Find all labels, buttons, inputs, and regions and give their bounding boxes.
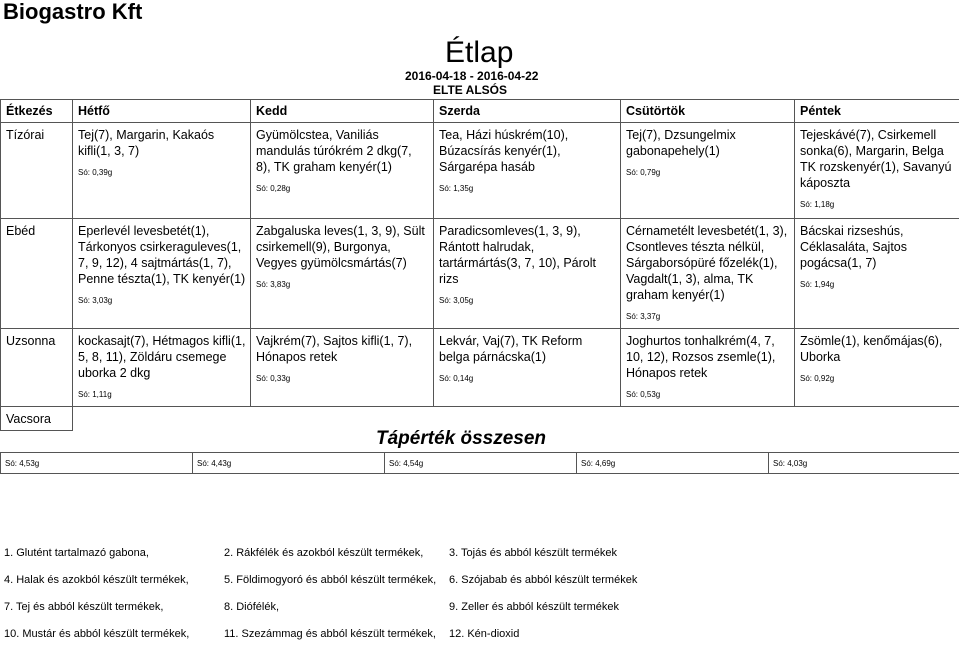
meal-name: Vacsora <box>1 407 73 431</box>
salt-value: Só: 0,53g <box>626 387 790 403</box>
total-salt-wednesday: Só: 4,54g <box>385 453 577 474</box>
food-text: Joghurtos tonhalkrém(4, 7, 10, 12), Rozsos zsemle(1), Hónapos retek <box>626 333 790 381</box>
menu-cell <box>251 219 434 329</box>
allergen-item: 8. Diófélék, <box>224 601 279 613</box>
allergen-item: 9. Zeller és abból készült termékek <box>449 601 619 613</box>
salt-value: Só: 0,79g <box>626 165 790 181</box>
allergen-item: 7. Tej és abból készült termékek, <box>4 601 163 613</box>
food-text: Bácskai rizseshús, Céklasaláta, Sajtos pogácsa(1, 7) <box>800 223 955 271</box>
meal-row-ebed <box>1 219 959 329</box>
salt-value: Só: 0,14g <box>439 371 616 387</box>
food-text: Tej(7), Dzsungelmix gabonapehely(1) <box>626 127 790 159</box>
salt-value: Só: 3,37g <box>626 309 790 325</box>
meal-name: Uzsonna <box>1 329 73 407</box>
food-text: Vajkrém(7), Sajtos kifli(1, 7), Hónapos retek <box>256 333 429 365</box>
total-salt-friday: Só: 4,03g <box>769 453 959 474</box>
allergen-item: 6. Szójabab és abból készült termékek <box>449 574 637 586</box>
header-friday: Péntek <box>795 100 959 123</box>
menu-cell <box>73 123 251 219</box>
menu-cell <box>251 329 434 407</box>
page-title: Étlap <box>445 36 513 70</box>
menu-cell <box>434 407 621 431</box>
total-salt-tuesday: Só: 4,43g <box>193 453 385 474</box>
menu-cell <box>621 123 795 219</box>
meal-row-tizorai <box>1 123 959 219</box>
food-text: Cérnametélt levesbetét(1, 3), Csontleves tészta nélkül, Sárgaborsópüré főzelék(1), Vagdalt(1, 3), alma, TK graham kenyér(1) <box>626 223 790 303</box>
salt-value: Só: 1,11g <box>78 387 246 403</box>
allergen-row <box>4 628 959 655</box>
allergen-item: 2. Rákfélék és azokból készült termékek, <box>224 547 423 559</box>
allergen-item: 1. Glutént tartalmazó gabona, <box>4 547 149 559</box>
menu-table <box>0 99 959 431</box>
menu-cell <box>795 407 959 431</box>
allergen-item: 4. Halak és azokból készült termékek, <box>4 574 189 586</box>
food-text: Paradicsomleves(1, 3, 9), Rántott halrudak, tartármártás(3, 7, 10), Párolt rizs <box>439 223 616 287</box>
menu-cell <box>621 219 795 329</box>
salt-value: Só: 0,33g <box>256 371 429 387</box>
location-subtitle: ELTE ALSÓS <box>433 83 507 97</box>
header-wednesday: Szerda <box>434 100 621 123</box>
menu-cell <box>73 219 251 329</box>
food-text: Zabgaluska leves(1, 3, 9), Sült csirkemell(9), Burgonya, Vegyes gyümölcsmártás(7) <box>256 223 429 271</box>
meal-name: Tízórai <box>1 123 73 219</box>
menu-cell <box>621 407 795 431</box>
totals-table <box>0 452 959 474</box>
food-text: Lekvár, Vaj(7), TK Reform belga párnácska(1) <box>439 333 616 365</box>
menu-cell <box>621 329 795 407</box>
header-row <box>1 100 959 123</box>
menu-cell <box>434 123 621 219</box>
allergen-row <box>4 601 959 628</box>
food-text: Eperlevél levesbetét(1), Tárkonyos csirkeraguleves(1, 7, 9, 12), 4 sajtmártás(1, 7), Penne tészta(1), TK kenyér(1) <box>78 223 246 287</box>
menu-cell <box>434 329 621 407</box>
allergen-item: 11. Szezámmag és abból készült termékek, <box>224 628 436 640</box>
salt-value: Só: 0,28g <box>256 181 429 197</box>
allergen-item: 3. Tojás és abból készült termékek <box>449 547 617 559</box>
allergen-item: 10. Mustár és abból készült termékek, <box>4 628 189 640</box>
salt-value: Só: 0,92g <box>800 371 955 387</box>
food-text: Zsömle(1), kenőmájas(6), Uborka <box>800 333 955 365</box>
salt-value: Só: 3,03g <box>78 293 246 309</box>
menu-cell <box>434 219 621 329</box>
salt-value: Só: 3,05g <box>439 293 616 309</box>
total-salt-monday: Só: 4,53g <box>1 453 193 474</box>
header-thursday: Csütörtök <box>621 100 795 123</box>
allergen-legend <box>4 547 959 655</box>
menu-cell <box>73 407 251 431</box>
menu-cell <box>795 123 959 219</box>
menu-cell <box>251 123 434 219</box>
allergen-row <box>4 547 959 574</box>
salt-value: Só: 1,18g <box>800 197 955 213</box>
meal-name: Ebéd <box>1 219 73 329</box>
meal-row-vacsora <box>1 407 959 431</box>
menu-cell <box>795 219 959 329</box>
salt-value: Só: 3,83g <box>256 277 429 293</box>
allergen-item: 5. Földimogyoró és abból készült termékek, <box>224 574 436 586</box>
menu-cell <box>251 407 434 431</box>
food-text: kockasajt(7), Hétmagos kifli(1, 5, 8, 11), Zöldáru csemege uborka 2 dkg <box>78 333 246 381</box>
menu-cell <box>795 329 959 407</box>
allergen-item: 12. Kén-dioxid <box>449 628 519 640</box>
header-monday: Hétfő <box>73 100 251 123</box>
salt-value: Só: 1,35g <box>439 181 616 197</box>
meal-row-uzsonna <box>1 329 959 407</box>
food-text: Tejeskávé(7), Csirkemell sonka(6), Margarin, Belga TK rozskenyér(1), Savanyú káposzta <box>800 127 955 191</box>
salt-value: Só: 1,94g <box>800 277 955 293</box>
company-name: Biogastro Kft <box>3 0 142 25</box>
food-text: Gyümölcstea, Vaniliás mandulás túrókrém 2 dkg(7, 8), TK graham kenyér(1) <box>256 127 429 175</box>
totals-title: Tápérték összesen <box>376 428 546 450</box>
total-salt-thursday: Só: 4,69g <box>577 453 769 474</box>
food-text: Tea, Házi húskrém(10), Búzacsírás kenyér(1), Sárgarépa hasáb <box>439 127 616 175</box>
date-range: 2016-04-18 - 2016-04-22 <box>405 69 538 83</box>
header-tuesday: Kedd <box>251 100 434 123</box>
salt-value: Só: 0,39g <box>78 165 246 181</box>
food-text: Tej(7), Margarin, Kakaós kifli(1, 3, 7) <box>78 127 246 159</box>
allergen-row <box>4 574 959 601</box>
header-meal: Étkezés <box>1 100 73 123</box>
menu-cell <box>73 329 251 407</box>
totals-row <box>1 453 959 474</box>
